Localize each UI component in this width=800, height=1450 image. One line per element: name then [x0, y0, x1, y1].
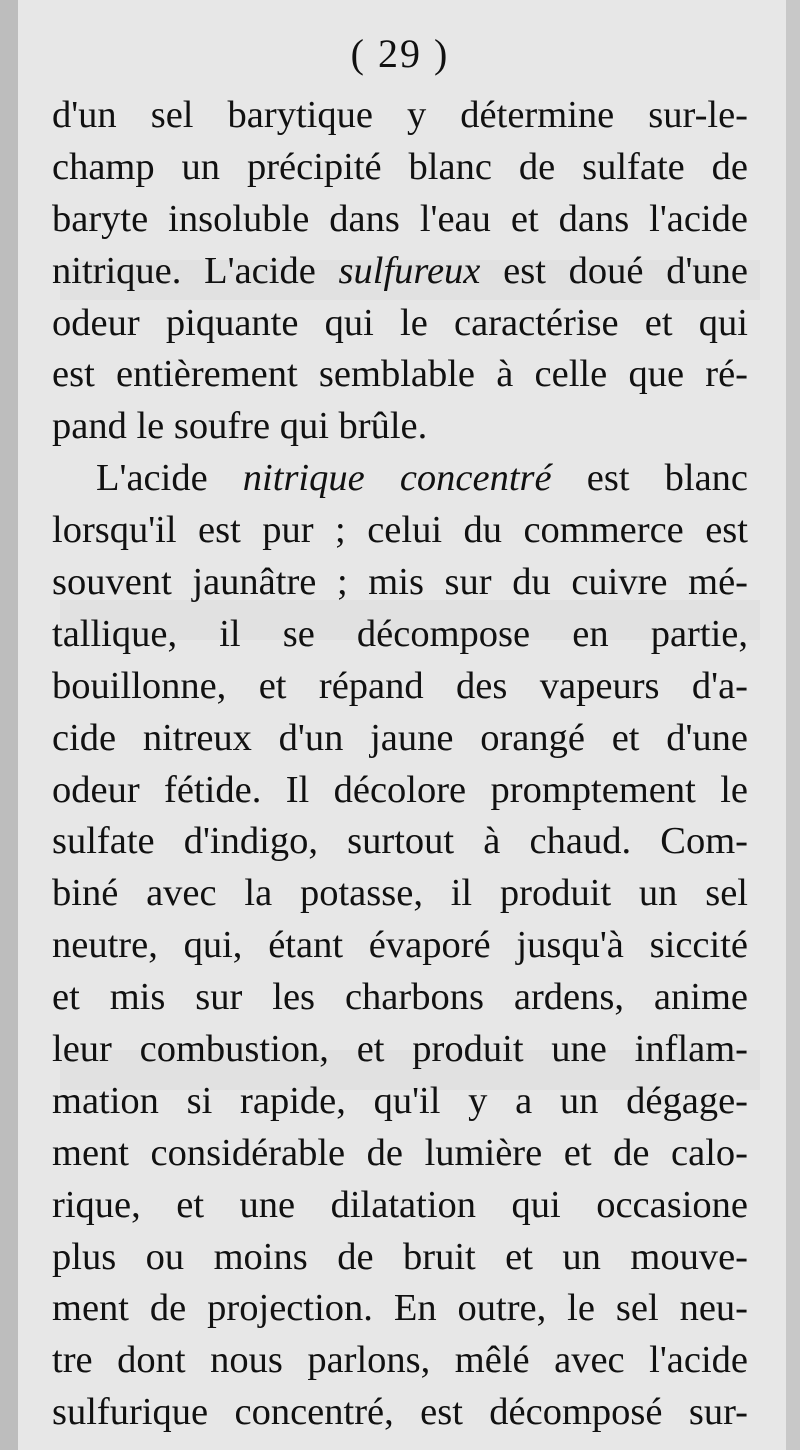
text-line — [52, 557, 748, 609]
text-run: tallique, il se décompose en partie, — [52, 612, 748, 655]
text-line — [52, 972, 748, 1024]
text-run: nitrique. L'acide — [52, 249, 339, 292]
italic-term: nitrique concentré — [242, 457, 552, 500]
text-run: est entièrement semblable à celle que ré- — [52, 353, 748, 396]
text-run: lorsqu'il est pur ; celui du commerce est — [52, 509, 748, 552]
text-run: sulfurique concentré, est décomposé sur- — [52, 1391, 748, 1434]
text-run: baryte insoluble dans l'eau et dans l'acide — [52, 197, 748, 240]
text-run: biné avec la potasse, il produit un sel — [52, 872, 748, 915]
page-edge-right — [786, 0, 800, 1450]
text-run: L'acide — [96, 457, 243, 500]
text-run: sulfate d'indigo, surtout à chaud. Com- — [52, 820, 748, 863]
text-run: leur combustion, et produit une inflam- — [52, 1028, 748, 1071]
text-line — [52, 349, 748, 401]
text-run: bouillonne, et répand des vapeurs d'a- — [52, 664, 748, 707]
text-line — [52, 505, 748, 557]
body-text — [52, 90, 748, 1439]
text-run: odeur piquante qui le caractérise et qui — [52, 301, 748, 344]
text-run: souvent jaunâtre ; mis sur du cuivre mé- — [52, 561, 748, 604]
text-line — [52, 1076, 748, 1128]
text-run: est doué d'une — [480, 249, 748, 292]
text-line — [52, 453, 748, 505]
text-line — [52, 142, 748, 194]
text-line — [52, 1283, 748, 1335]
text-run: ment de projection. En outre, le sel neu- — [52, 1287, 748, 1330]
text-line — [52, 194, 748, 246]
text-run: ment considérable de lumière et de calo- — [52, 1131, 748, 1174]
text-line — [52, 1387, 748, 1439]
text-run: d'un sel barytique y détermine sur-le- — [52, 94, 748, 136]
text-line — [52, 401, 748, 453]
text-run: champ un précipité blanc de sulfate de — [52, 145, 748, 188]
text-line — [52, 298, 748, 350]
text-line — [52, 661, 748, 713]
page-edge-left — [0, 0, 18, 1450]
italic-term: sulfureux — [338, 249, 481, 292]
text-run: pand le soufre qui brûle. — [52, 405, 428, 448]
text-line — [52, 920, 748, 972]
text-line — [52, 765, 748, 817]
text-line — [52, 90, 748, 142]
text-run: cide nitreux d'un jaune orangé et d'une — [52, 716, 748, 759]
text-line — [52, 246, 748, 298]
text-run: et mis sur les charbons ardens, anime — [52, 976, 748, 1019]
text-run: plus ou moins de bruit et un mouve- — [52, 1235, 748, 1278]
text-run: mation si rapide, qu'il y a un dégage- — [52, 1079, 748, 1122]
text-run: neutre, qui, étant évaporé jusqu'à siccité — [52, 924, 748, 967]
text-run: odeur fétide. Il décolore promptement le — [52, 768, 748, 811]
text-line — [52, 1128, 748, 1180]
text-line — [52, 1232, 748, 1284]
text-line — [52, 609, 748, 661]
text-line — [52, 1024, 748, 1076]
page-number: ( 29 ) — [350, 31, 450, 76]
text-line — [52, 1335, 748, 1387]
text-line — [52, 816, 748, 868]
text-line — [52, 1180, 748, 1232]
text-run: rique, et une dilatation qui occasione — [52, 1183, 748, 1226]
text-line — [52, 713, 748, 765]
text-line — [52, 868, 748, 920]
text-run: tre dont nous parlons, mêlé avec l'acide — [52, 1339, 748, 1382]
text-run: est blanc — [551, 457, 749, 500]
